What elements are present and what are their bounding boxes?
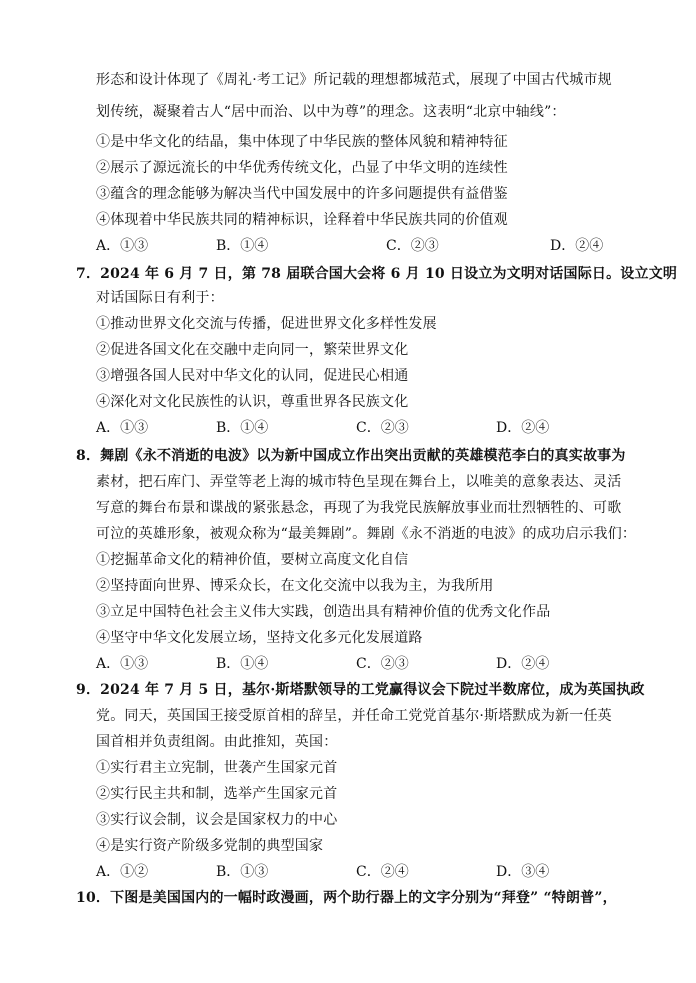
q9-option-d: D．③④ <box>496 864 550 880</box>
q8-option-b: B．①④ <box>216 656 269 672</box>
q6-option-b: B．①④ <box>216 238 269 254</box>
q8-option-a: A．①③ <box>96 656 149 672</box>
q9-option-a: A．①② <box>96 864 149 880</box>
q6-statement-1: ①是中华文化的结晶，集中体现了中华民族的整体风貌和精神特征 <box>96 134 508 150</box>
q6-statement-3: ③蕴含的理念能够为解决当代中国发展中的许多问题提供有益借鉴 <box>96 186 508 202</box>
q9-stem-line-1: 9．2024 年 7 月 5 日，基尔·斯塔默领导的工党赢得议会下院过半数席位，成为英国执政 <box>76 682 645 698</box>
q7-option-c: C．②③ <box>356 420 409 436</box>
q8-statement-1: ①挖掘革命文化的精神价值，要树立高度文化自信 <box>96 552 409 568</box>
q9-stem-line-2: 党。同天，英国国王接受原首相的辞呈，并任命工党党首基尔·斯塔默成为新一任英 <box>96 708 612 724</box>
q6-option-c: C．②③ <box>386 238 439 254</box>
q9-statement-3: ③实行议会制，议会是国家权力的中心 <box>96 812 338 828</box>
q8-stem-line-1: 8．舞剧《永不消逝的电波》以为新中国成立作出突出贡献的英雄模范李白的真实故事为 <box>76 448 626 464</box>
q9-stem-line-3: 国首相并负责组阁。由此推知，英国： <box>96 734 338 750</box>
q9-statement-1: ①实行君主立宪制，世袭产生国家元首 <box>96 760 338 776</box>
q6-stem-line-1: 形态和设计体现了《周礼·考工记》所记载的理想都城范式，展现了中国古代城市规 <box>96 72 612 88</box>
q6-statement-4: ④体现着中华民族共同的精神标识，诠释着中华民族共同的价值观 <box>96 212 508 228</box>
q7-stem-line-2: 对话国际日有利于： <box>96 290 224 306</box>
q8-option-c: C．②③ <box>356 656 409 672</box>
q6-option-d: D．②④ <box>550 238 604 254</box>
q9-option-c: C．②④ <box>356 864 409 880</box>
q7-option-a: A．①③ <box>96 420 149 436</box>
q9-option-b: B．①③ <box>216 864 269 880</box>
q7-statement-4: ④深化对文化民族性的认识，尊重世界各民族文化 <box>96 394 409 410</box>
q6-stem-line-2: 划传统，凝聚着古人“居中而治、以中为尊”的理念。这表明“北京中轴线”： <box>96 104 566 120</box>
q8-stem-line-3: 写意的舞台布景和谍战的紧张悬念，再现了为我党民族解放事业而壮烈牺牲的、可歌 <box>96 500 622 516</box>
q6-statement-2: ②展示了源远流长的中华优秀传统文化，凸显了中华文明的连续性 <box>96 160 508 176</box>
q7-statement-1: ①推动世界文化交流与传播，促进世界文化多样性发展 <box>96 316 437 332</box>
q8-stem-line-4: 可泣的英雄形象，被观众称为“最美舞剧”。舞剧《永不消逝的电波》的成功启示我们： <box>96 526 637 542</box>
q9-statement-2: ②实行民主共和制，选举产生国家元首 <box>96 786 338 802</box>
q8-statement-2: ②坚持面向世界、博采众长，在文化交流中以我为主，为我所用 <box>96 578 494 594</box>
q8-statement-3: ③立足中国特色社会主义伟大实践，创造出具有精神价值的优秀文化作品 <box>96 604 551 620</box>
q7-option-b: B．①④ <box>216 420 269 436</box>
q7-stem-line-1: 7．2024 年 6 月 7 日，第 78 届联合国大会将 6 月 10 日设立为文明对话国际日。设立文明 <box>76 266 678 282</box>
q7-statement-3: ③增强各国人民对中华文化的认同，促进民心相通 <box>96 368 409 384</box>
q7-statement-2: ②促进各国文化在交融中走向同一，繁荣世界文化 <box>96 342 409 358</box>
q10-stem-line-1: 10．下图是美国国内的一幅时政漫画，两个助行器上的文字分别为“拜登” “特朗普”， <box>76 890 617 906</box>
q8-statement-4: ④坚守中华文化发展立场，坚持文化多元化发展道路 <box>96 630 423 646</box>
q8-option-d: D．②④ <box>496 656 550 672</box>
q7-option-d: D．②④ <box>496 420 550 436</box>
q9-statement-4: ④是实行资产阶级多党制的典型国家 <box>96 838 324 854</box>
q6-option-a: A．①③ <box>96 238 149 254</box>
q8-stem-line-2: 素材，把石库门、弄堂等老上海的城市特色呈现在舞台上，以唯美的意象表达、灵活 <box>96 474 622 490</box>
